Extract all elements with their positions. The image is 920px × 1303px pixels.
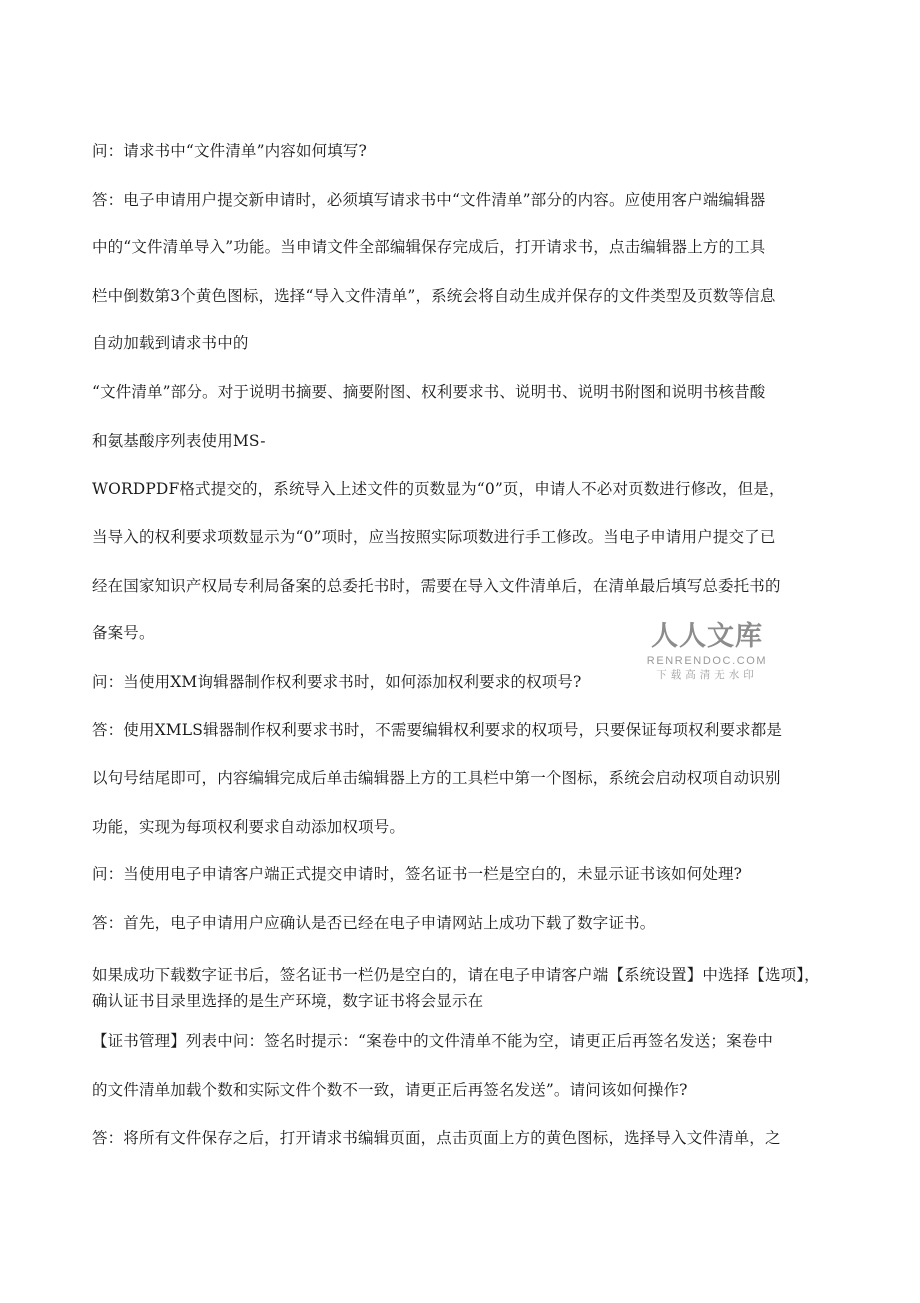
answer-1-line-7: WORDPDF格式提交的，系统导入上述文件的页数显为“0”页，申请人不必对页数进行修改，但是， (92, 480, 785, 498)
answer-1-line-6: 和氨基酸序列表使用MS- (92, 432, 266, 450)
answer-3-line-4: 【证书管理】列表中问：签名时提示：“案卷中的文件清单不能为空，请更正后再签名发送；案卷中 (92, 1032, 774, 1050)
answer-2-line-1: 答：使用XMLS辑器制作权利要求书时，不需要编辑权利要求的权项号，只要保证每项权利要求都是 (92, 721, 783, 739)
answer-4-line-1: 答：将所有文件保存之后，打开请求书编辑页面，点击页面上方的黄色图标，选择导入文件清单，之 (92, 1129, 781, 1147)
question-4-line-2: 的文件清单加载个数和实际文件个数不一致，请更正后再签名发送”。请问该如何操作? (92, 1081, 688, 1099)
answer-1-line-2: 中的“文件清单导入”功能。当申请文件全部编辑保存完成后，打开请求书，点击编辑器上方的工具 (92, 238, 766, 256)
answer-1-line-1: 答：电子申请用户提交新申请时，必须填写请求书中“文件清单”部分的内容。应使用客户端编辑器 (92, 191, 766, 209)
watermark-brand: 人人文库 (651, 621, 763, 652)
answer-1-line-5: “文件清单”部分。对于说明书摘要、摘要附图、权利要求书、说明书、说明书附图和说明书核昔酸 (92, 383, 766, 401)
watermark-logo (642, 622, 772, 682)
answer-2-line-2: 以句号结尾即可，内容编辑完成后单击编辑器上方的工具栏中第一个图标，系统会启动权项自动识别 (92, 769, 781, 787)
answer-1-line-10: 备案号。 (92, 624, 155, 642)
question-2: 问：当使用XM询辑器制作权利要求书时，如何添加权利要求的权项号? (92, 673, 582, 691)
answer-1-line-4: 自动加载到请求书中的 (92, 334, 249, 352)
answer-3-line-1: 答：首先，电子申请用户应确认是否已经在电子申请网站上成功下载了数字证书。 (92, 914, 656, 932)
question-1: 问：请求书中“文件清单”内容如何填写? (92, 142, 368, 160)
question-3: 问：当使用电子申请客户端正式提交申请时，签名证书一栏是空白的，未显示证书该如何处理? (92, 865, 743, 883)
answer-3-paragraph: 如果成功下载数字证书后，签名证书一栏仍是空白的，请在电子申请客户端【系统设置】中选择【选项】，确认证书目录里选择的是生产环境，数字证书将会显示在 (92, 966, 820, 1010)
answer-1-line-8: 当导入的权利要求项数显示为“0”项时，应当按照实际项数进行手工修改。当电子申请用户提交了已 (92, 528, 776, 546)
answer-2-line-3: 功能，实现为每项权利要求自动添加权项号。 (92, 818, 406, 836)
answer-1-line-3: 栏中倒数第3个黄色图标，选择“导入文件清单”，系统会将自动生成并保存的文件类型及页数等信息 (92, 287, 776, 305)
watermark-domain: RENRENDOC.COM (646, 655, 768, 667)
watermark-tagline: 下载高清无水印 (656, 669, 758, 681)
answer-1-line-9: 经在国家知识产权局专利局备案的总委托书时，需要在导入文件清单后，在清单最后填写总委托书的 (92, 577, 781, 595)
